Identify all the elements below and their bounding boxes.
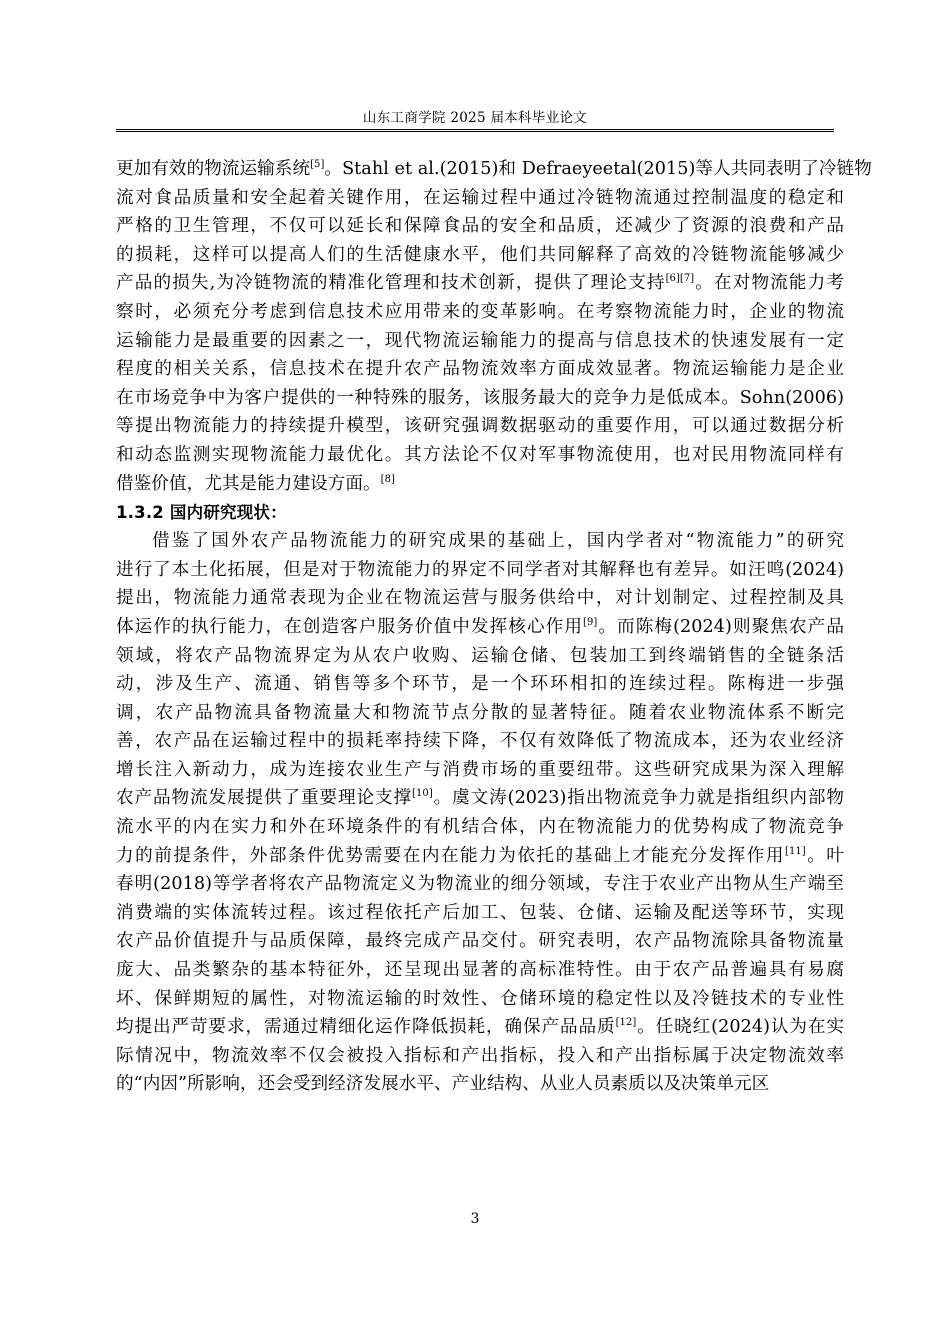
text-line xyxy=(116,527,844,556)
text-run: 。虞文涛(2023)指出物流竞争力就是指组织内部物 xyxy=(432,788,844,809)
text-run: 严格的卫生管理，不仅可以延长和保障食品的安全和品质，还减少了资源的浪费和产品 xyxy=(116,216,844,237)
body-text xyxy=(116,155,872,1099)
text-line xyxy=(116,184,844,213)
text-line xyxy=(116,756,844,785)
text-run: 调，农产品物流具备物流量大和物流节点分散的显著特征。随着农业物流体系不断完 xyxy=(116,702,844,723)
text-line xyxy=(116,384,844,413)
text-line xyxy=(116,269,844,298)
text-line xyxy=(116,441,844,470)
text-run: 进行了本土化拓展，但是对于物流能力的界定不同学者对其解释也有差异。如汪鸣(2024) xyxy=(116,559,844,580)
section-heading: 1.3.2 国内研究现状： xyxy=(116,503,287,523)
text-run: 春明(2018)等学者将农产品物流定义为物流业的细分领域，专注于农业产出物从生产端至 xyxy=(116,874,844,895)
text-run: 流水平的内在实力和外在环境条件的有机结合体，内在物流能力的优势构成了物流竞争 xyxy=(116,817,844,838)
text-run: 借鉴了国外农产品物流能力的研究成果的基础上，国内学者对“物流能力”的研究 xyxy=(152,531,844,552)
text-line xyxy=(116,927,844,956)
text-run: 善，农产品在运输过程中的损耗率持续下降，不仅有效降低了物流成本，还为农业经济 xyxy=(116,731,844,752)
text-line xyxy=(116,699,844,728)
text-run: 。Stahl et al.(2015)和 Defraeyeetal(2015)等人共同表明了冷链物 xyxy=(324,159,872,179)
text-run: 庞大、品类繁杂的基本特征外，还呈现出显著的高标准特性。由于农产品普遍具有易腐 xyxy=(116,960,844,981)
text-run: 程度的相关关系，信息技术在提升农产品物流效率方面成效显著。物流运输能力是企业 xyxy=(116,359,844,380)
text-line xyxy=(116,241,844,270)
citation-ref: [9] xyxy=(583,616,598,628)
text-run: 消费端的实体流转过程。该过程依托产后加工、包装、仓储、运输及配送等环节，实现 xyxy=(116,902,844,923)
text-run: 体运作的执行能力，在创造客户服务价值中发挥核心作用 xyxy=(116,616,584,637)
text-line xyxy=(116,784,844,813)
text-run: 更加有效的物流运输系统 xyxy=(116,159,311,179)
text-run: 在市场竞争中为客户提供的一种特殊的服务，该服务最大的竞争力是低成本。Sohn(2006) xyxy=(116,387,844,408)
text-run: 流对食品质量和安全起着关键作用，在运输过程中通过冷链物流通过控制温度的稳定和 xyxy=(116,187,844,208)
text-run: 产品的损失,为冷链物流的精准化管理和技术创新，提供了理论支持 xyxy=(116,273,666,294)
text-line xyxy=(116,985,844,1014)
text-run: 运输能力是最重要的因素之一，现代物流运输能力的提高与信息技术的快速发展有一定 xyxy=(116,330,844,351)
citation-ref: [6][7] xyxy=(665,273,695,285)
text-run: 的“内因”所影响，还会受到经济发展水平、产业结构、从业人员素质以及决策单元区 xyxy=(116,1074,770,1095)
text-line xyxy=(116,212,844,241)
text-run: 农产品物流发展提供了重要理论支撑 xyxy=(116,788,413,809)
citation-ref: [10] xyxy=(412,788,433,800)
text-run: 。叶 xyxy=(805,845,844,866)
text-line xyxy=(116,642,844,671)
text-run: 察时，必须充分考虑到信息技术应用带来的变革影响。在考察物流能力时，企业的物流 xyxy=(116,301,844,322)
citation-ref: [5] xyxy=(310,159,325,170)
text-line xyxy=(116,813,844,842)
text-line xyxy=(116,327,844,356)
citation-ref: [8] xyxy=(380,473,395,485)
text-line xyxy=(116,1013,844,1042)
text-run: 借鉴价值，尤其是能力建设方面。 xyxy=(116,473,381,494)
text-run: 。在对物流能力考 xyxy=(694,273,844,294)
text-line xyxy=(116,899,844,928)
text-line xyxy=(116,412,844,441)
header-rule xyxy=(116,129,834,132)
text-line xyxy=(116,956,844,985)
text-run: 坏、保鲜期短的属性，对物流运输的时效性、仓储环境的稳定性以及冷链技术的专业性 xyxy=(116,988,844,1009)
text-run: 。任晓红(2024)认为在实 xyxy=(636,1017,844,1038)
text-line xyxy=(116,613,844,642)
text-line xyxy=(116,727,844,756)
text-run: 和动态监测实现物流能力最优化。其方法论不仅对军事物流使用，也对民用物流同样有 xyxy=(116,444,844,465)
text-run: 领域，将农产品物流界定为从农户收购、运输仓储、包装加工到终端销售的全链条活 xyxy=(116,645,844,666)
text-run: 增长注入新动力，成为连接农业生产与消费市场的重要纽带。这些研究成果为深入理解 xyxy=(116,759,844,780)
text-line xyxy=(116,155,872,184)
text-line xyxy=(116,670,844,699)
text-line xyxy=(116,842,844,871)
text-line xyxy=(116,298,844,327)
text-run: 的损耗，这样可以提高人们的生活健康水平，他们共同解释了高效的冷链物流能够减少 xyxy=(116,244,844,265)
text-run: 动，涉及生产、流通、销售等多个环节，是一个环环相扣的连续过程。陈梅进一步强 xyxy=(116,674,844,695)
text-run: 等提出物流能力的持续提升模型，该研究强调数据驱动的重要作用，可以通过数据分析 xyxy=(116,416,844,437)
text-run: 。而陈梅(2024)则聚焦农产品 xyxy=(597,616,844,637)
page-number: 3 xyxy=(470,1211,480,1227)
text-line xyxy=(116,584,844,613)
text-run: 际情况中，物流效率不仅会被投入指标和产出指标，投入和产出指标属于决定物流效率 xyxy=(116,1045,844,1066)
text-line xyxy=(116,870,844,899)
running-header: 山东工商学院 2025 届本科毕业论文 xyxy=(362,110,588,126)
text-run: 力的前提条件，外部条件优势需要在内在能力为依托的基础上才能充分发挥作用 xyxy=(116,845,786,866)
citation-ref: [12] xyxy=(615,1017,637,1029)
text-run: 农产品价值提升与品质保障，最终完成产品交付。研究表明，农产品物流除具备物流量 xyxy=(116,931,844,952)
text-line xyxy=(116,556,844,585)
text-line xyxy=(116,470,844,499)
text-line xyxy=(116,1070,844,1099)
citation-ref: [11] xyxy=(785,845,806,857)
text-line xyxy=(116,1042,844,1071)
paragraph-domestic-research xyxy=(116,527,844,1099)
text-run: 均提出严苛要求，需通过精细化运作降低损耗，确保产品品质 xyxy=(116,1017,616,1038)
text-line xyxy=(116,355,844,384)
paragraph-foreign-research xyxy=(116,155,872,498)
text-run: 提出，物流能力通常表现为企业在物流运营与服务供给中，对计划制定、过程控制及具 xyxy=(116,588,844,609)
